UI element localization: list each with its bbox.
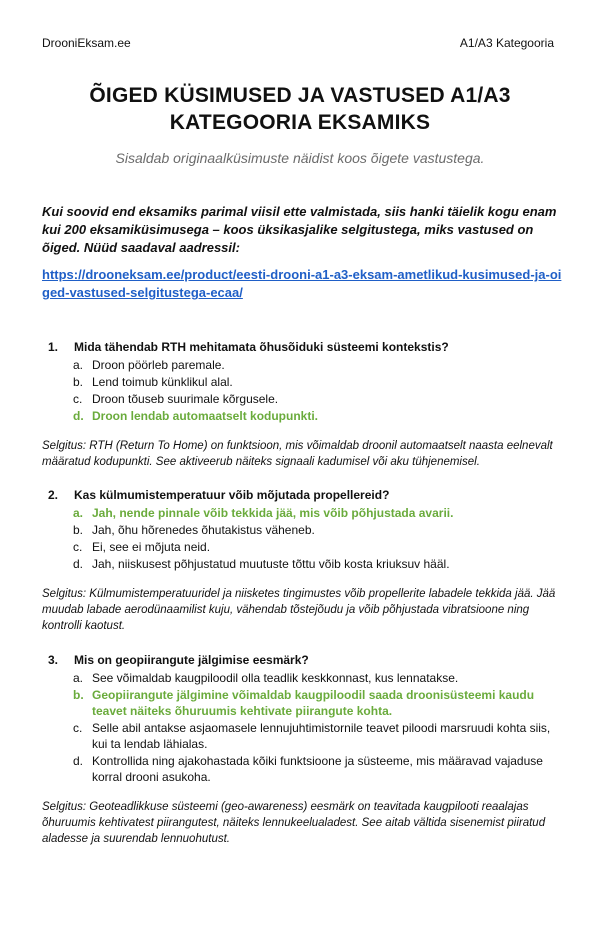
product-link[interactable]: https://drooneksam.ee/product/eesti-drooni-a1-a3-eksam-ametlikud-kusimused-ja-oiged-vastused-selgitustega-ecaa/ bbox=[42, 267, 562, 300]
title-line-2: KATEGOORIA EKSAMIKS bbox=[169, 111, 431, 134]
option-a bbox=[42, 357, 562, 373]
option-text: Droon pöörleb paremale. bbox=[92, 358, 225, 372]
option-text: Jah, õhu hõrenedes õhutakistus väheneb. bbox=[92, 523, 315, 537]
option-a-correct bbox=[42, 505, 562, 521]
option-letter: c. bbox=[73, 540, 83, 554]
subtitle: Sisaldab originaalküsimuste näidist koos õigete vastustega. bbox=[115, 150, 485, 166]
explanation: Selgitus: Geoteadlikkuse süsteemi (geo-awareness) eesmärk on teavitada kaugpilooti reaalajas õhuruumis kehtivatest piirangutest, näiteks lennukeelualadest. See aitab vältida sisenemist piiratud aladesse ja suurendab lennuohutust. bbox=[42, 801, 546, 845]
option-text: Geopiirangute jälgimine võimaldab kaugpiloodil saada droonisüsteemi kaudu teavet näiteks õhuruumis kehtivate piirangute kohta. bbox=[92, 688, 535, 718]
option-letter: a. bbox=[73, 671, 84, 685]
option-text: Droon lendab automaatselt kodupunkti. bbox=[92, 409, 319, 423]
option-text: Lend toimub künklikul alal. bbox=[92, 375, 233, 389]
option-text: Selle abil antakse asjaomasele lennujuhtimistornile teavet piloodi marsruudi kohta siis, kui ta lendab lähialas. bbox=[92, 721, 551, 751]
option-c bbox=[42, 539, 562, 555]
question-3 bbox=[42, 652, 562, 847]
title-line-1: ÕIGED KÜSIMUSED JA VASTUSED A1/A3 bbox=[89, 84, 511, 107]
option-text: Kontrollida ning ajakohastada kõiki funktsioone ja süsteeme, mis määravad vajaduse korral drooni asukoha. bbox=[92, 754, 543, 784]
header-site-name: DrooniEksam.ee bbox=[42, 36, 131, 50]
question-text: Mis on geopiirangute jälgimise eesmärk? bbox=[74, 653, 309, 667]
options-list bbox=[42, 670, 562, 785]
option-b-correct bbox=[42, 687, 562, 719]
page-title bbox=[30, 82, 570, 136]
option-b bbox=[42, 522, 562, 538]
option-letter: d. bbox=[73, 754, 84, 768]
option-a bbox=[42, 670, 562, 686]
options-list bbox=[42, 505, 562, 572]
option-text: Droon tõuseb suurimale kõrgusele. bbox=[92, 392, 279, 406]
question-text: Mida tähendab RTH mehitamata õhusõiduki süsteemi kontekstis? bbox=[74, 340, 449, 354]
option-letter: d. bbox=[73, 557, 84, 571]
option-letter: d. bbox=[73, 409, 84, 423]
option-text: Jah, nende pinnale võib tekkida jää, mis võib põhjustada avarii. bbox=[92, 506, 454, 520]
question-number: 1. bbox=[48, 340, 59, 354]
question-number: 3. bbox=[48, 653, 59, 667]
option-letter: a. bbox=[73, 358, 84, 372]
promo-text: Kui soovid end eksamiks parimal viisil ette valmistada, siis hanki täielik kogu enam kui 200 eksamiküsimusega – koos üksikasjalike selgitustega, miks vastused on õiged. Nüüd saadaval aadressil: bbox=[42, 204, 557, 255]
question-number: 2. bbox=[48, 488, 59, 502]
option-b bbox=[42, 374, 562, 390]
option-text: See võimaldab kaugpiloodil olla teadlik keskkonnast, kus lennatakse. bbox=[92, 671, 459, 685]
question-header bbox=[42, 339, 562, 355]
options-list bbox=[42, 357, 562, 424]
option-c bbox=[42, 391, 562, 407]
option-d bbox=[42, 753, 562, 785]
header-category: A1/A3 Kategooria bbox=[459, 36, 554, 50]
option-letter: b. bbox=[73, 375, 84, 389]
explanation: Selgitus: Külmumistemperatuuridel ja niisketes tingimustes võib propellerite labadele tekkida jää. Jää muudab labade aerodünaamilist kuju, vähendab tõstejõudu ja võib põhjustada vibratsioone ning kontrolli kaotust. bbox=[42, 588, 556, 632]
option-letter: b. bbox=[73, 523, 84, 537]
option-text: Ei, see ei mõjuta neid. bbox=[92, 540, 211, 554]
option-d bbox=[42, 556, 562, 572]
option-letter: c. bbox=[73, 392, 83, 406]
question-header bbox=[42, 487, 562, 503]
option-text: Jah, niiskusest põhjustatud muutuste tõttu võib kosta kriuksuv hääl. bbox=[92, 557, 450, 571]
option-c bbox=[42, 720, 562, 752]
option-d-correct bbox=[42, 408, 562, 424]
option-letter: a. bbox=[73, 506, 84, 520]
question-text: Kas külmumistemperatuur võib mõjutada propellereid? bbox=[74, 488, 390, 502]
option-letter: b. bbox=[73, 688, 84, 702]
question-2 bbox=[42, 487, 562, 634]
question-1 bbox=[42, 339, 562, 470]
option-letter: c. bbox=[73, 721, 83, 735]
question-header bbox=[42, 652, 562, 668]
explanation: Selgitus: RTH (Return To Home) on funktsioon, mis võimaldab droonil automaatselt naasta eelnevalt määratud kodupunkti. See aktiveerub näiteks signaali kadumisel või aku tühjenemisel. bbox=[42, 440, 553, 468]
